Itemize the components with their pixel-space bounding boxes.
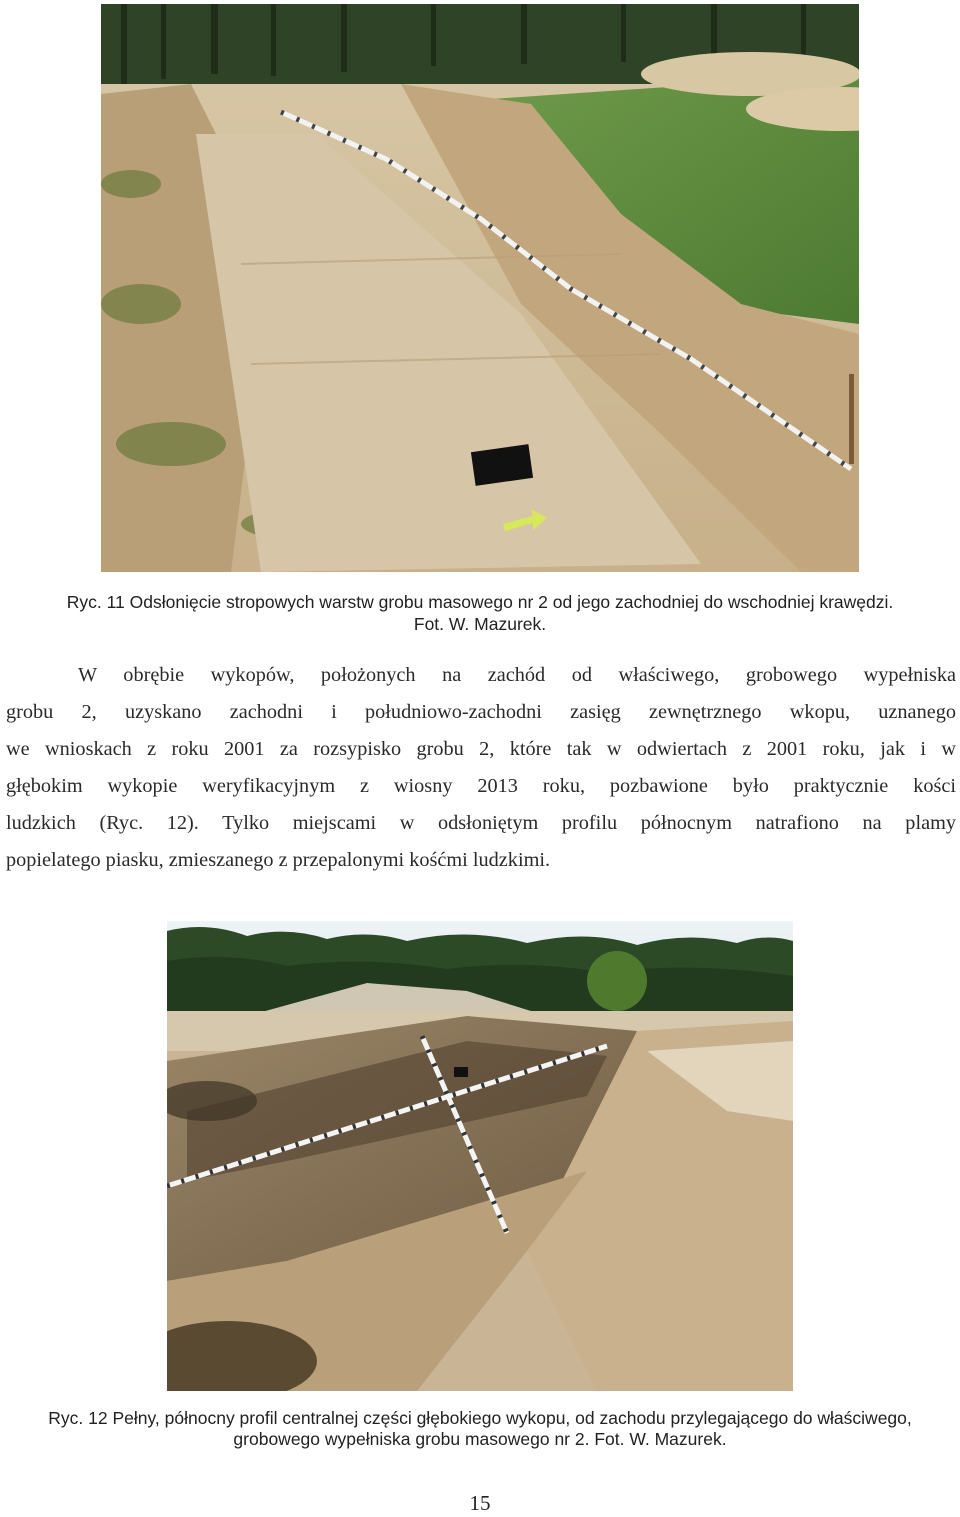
body-line: głębokim wykopie weryfikacyjnym z wiosny 2013 roku, pozbawione było praktycznie kości: [6, 774, 956, 797]
body-line: W obrębie wykopów, położonych na zachód od właściwego, grobowego wypełniska: [78, 664, 956, 686]
page-number: 15: [469, 1491, 491, 1515]
excavation-photo-2: [167, 921, 793, 1391]
body-line: popielatego piasku, zmieszanego z przepalonymi kośćmi ludzkimi.: [6, 848, 551, 871]
body-line: ludzkich (Ryc. 12). Tylko miejscami w odsłoniętym profilu północnym natrafiono na plamy: [6, 811, 956, 834]
figure-1-caption-line-1: Ryc. 11 Odsłonięcie stropowych warstw grobu masowego nr 2 od jego zachodniej do wschodniej krawędzi.: [66, 592, 894, 612]
figure-2-caption-line-1: Ryc. 12 Pełny, północny profil centralnej części głębokiego wykopu, od zachodu przylegającego do właściwego,: [48, 1408, 912, 1428]
body-paragraph: [6, 657, 956, 878]
figure-1-caption: [0, 591, 960, 635]
figure-2-caption: [0, 1408, 960, 1450]
excavation-photo-1: [101, 4, 859, 572]
figure-1-caption-line-2: Fot. W. Mazurek.: [413, 614, 547, 634]
figure-2-caption-line-2: grobowego wypełniska grobu masowego nr 2. Fot. W. Mazurek.: [233, 1429, 727, 1449]
body-line: grobu 2, uzyskano zachodni i południowo-zachodni zasięg zewnętrznego wkopu, uznanego: [6, 700, 956, 723]
body-line: we wnioskach z roku 2001 za rozsypisko grobu 2, które tak w odwiertach z 2001 roku, jak i w: [6, 737, 956, 760]
